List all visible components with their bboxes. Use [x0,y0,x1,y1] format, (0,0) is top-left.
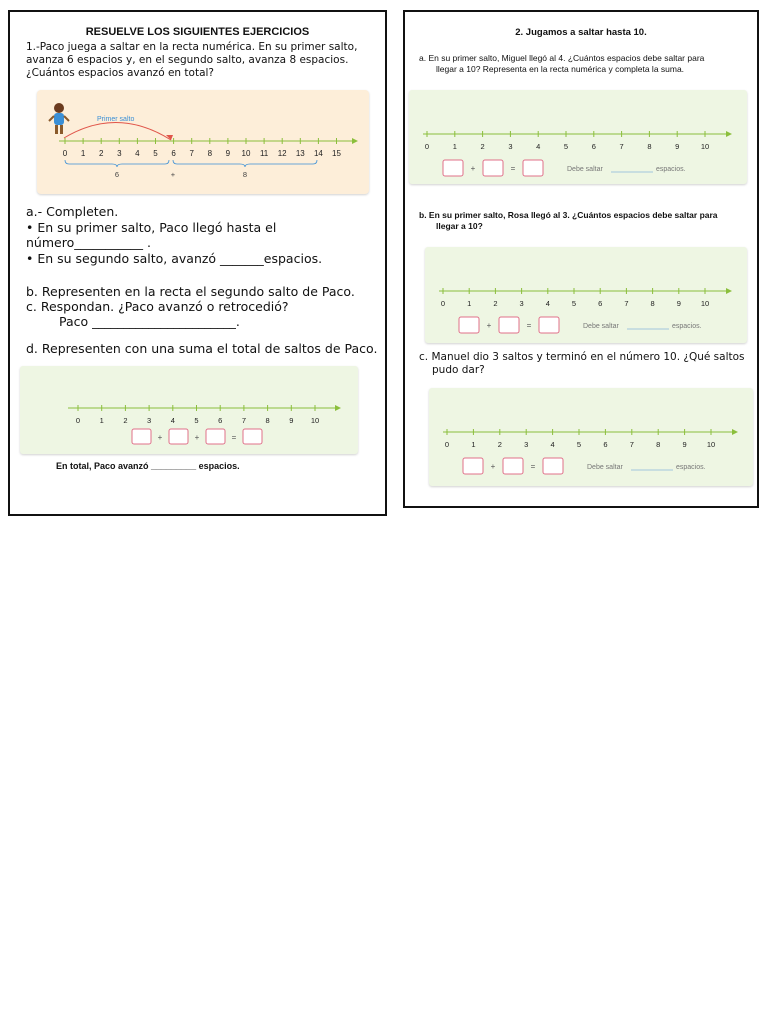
tick-label: 1 [467,299,472,308]
question-a-title: a.- Completen. [26,204,119,219]
tick-label: 2 [493,299,498,308]
tick-label: 0 [444,440,450,449]
answer-box[interactable] [459,317,479,333]
tick-label: 1 [452,142,457,151]
tick-label: 7 [189,149,194,158]
question-2b-number-line [425,247,747,343]
answer-box[interactable] [483,160,503,176]
brace-label: 6 [114,170,120,179]
first-jump-brace [65,160,169,167]
tick-label: 3 [508,142,513,151]
tick-label: 9 [676,299,681,308]
axis-arrow [726,288,732,294]
answer-box[interactable] [463,458,483,474]
tick-label: 2 [480,142,485,151]
tick-label: 10 [706,440,716,449]
tick-label: 10 [241,149,251,158]
jump-label: Primer salto [97,116,135,123]
answer-box[interactable] [243,429,262,444]
plus-sign: + [157,433,163,442]
jump-arc [64,122,171,140]
question-2a-number-line [409,90,747,184]
question-a-line: • En su segundo salto, avanzó _______espacios. [26,250,323,266]
answer-box[interactable] [539,317,559,333]
question-d-number-line [20,366,358,454]
tick-label: 0 [62,149,68,158]
tick-label: 1 [99,416,104,425]
tick-label: 0 [75,416,81,425]
questions-b-c [26,284,355,329]
answer-box[interactable] [523,160,543,176]
tick-label: 12 [277,149,287,158]
tick-label: 4 [545,299,550,308]
plus-sign: + [486,321,492,330]
section-title: 2. Jugamos a saltar hasta 10. [515,27,647,38]
must-jump-label: Debe saltar [587,464,623,471]
tick-label: 7 [624,299,629,308]
problem-statement [26,41,357,80]
answer-box[interactable] [543,458,563,474]
equals-sign: = [231,433,237,442]
tick-label: 1 [80,149,86,158]
paco-number-line [37,90,369,194]
plus-sign: + [194,433,200,442]
spaces-label: espacios. [676,464,706,471]
question-c-answer: Paco _______________________. [59,314,240,329]
problem-line: avanza 6 espacios y, en el segundo salto, avanza 8 espacios. [26,54,349,66]
question-d-number-line-box [20,366,358,454]
tick-label: 6 [171,149,176,158]
equals-sign: = [526,321,532,330]
tick-label: 10 [700,299,710,308]
question-2b [419,210,718,232]
question-c: c. Respondan. ¿Paco avanzó o retrocedió? [26,299,289,314]
tick-label: 9 [675,142,680,151]
tick-label: 10 [310,416,320,425]
tick-label: 11 [259,149,269,158]
total-statement: En total, Paco avanzó _________ espacios. [56,461,240,471]
tick-label: 5 [153,149,158,158]
question-2c [419,351,745,377]
question-2b-box [425,247,747,343]
question-2a-box [409,90,747,184]
answer-box[interactable] [169,429,188,444]
plus-sign: + [490,462,496,471]
tick-label: 3 [147,416,152,425]
question-2a [419,53,704,75]
tick-label: 9 [225,149,231,158]
tick-label: 7 [619,142,624,151]
tick-label: 6 [591,142,596,151]
problem-line: 1.-Paco juega a saltar en la recta numérica. En su primer salto, [26,41,358,53]
equals-sign: = [530,462,536,471]
question-2c-box [429,388,753,486]
tick-label: 8 [650,299,655,308]
brace-label: 8 [242,170,248,179]
tick-label: 4 [536,142,541,151]
paco-figure [37,90,369,194]
tick-label: 9 [682,440,687,449]
tick-label: 8 [207,149,213,158]
question-a [26,204,322,266]
tick-label: 3 [519,299,524,308]
problem-line: ¿Cuántos espacios avanzó en total? [26,67,214,79]
tick-label: 8 [647,142,652,151]
tick-label: 1 [471,440,476,449]
plus-sign: + [470,164,476,173]
tick-label: 0 [440,299,446,308]
question-line: pudo dar? [432,364,485,376]
question-b: b. Representen en la recta el segundo salto de Paco. [26,284,355,299]
tick-label: 8 [265,416,270,425]
equals-sign: = [510,164,516,173]
axis-arrow [732,429,738,435]
spaces-label: espacios. [656,166,686,173]
tick-label: 9 [289,416,294,425]
tick-label: 2 [497,440,502,449]
tick-label: 15 [332,149,341,158]
question-d: d. Representen con una suma el total de saltos de Paco. [26,341,378,356]
question-line: c. Manuel dio 3 saltos y terminó en el número 10. ¿Qué saltos [419,351,745,363]
tick-label: 8 [656,440,661,449]
tick-label: 4 [135,149,140,158]
tick-label: 6 [218,416,223,425]
must-jump-label: Debe saltar [567,166,603,173]
worksheet-right [403,10,759,508]
answer-box[interactable] [443,160,463,176]
tick-label: 4 [170,416,175,425]
tick-label: 4 [550,440,555,449]
question-a-line: • En su primer salto, Paco llegó hasta el [26,219,277,235]
question-a-line: número___________ . [26,235,151,250]
tick-label: 7 [241,416,246,425]
tick-label: 5 [576,440,582,449]
answer-box[interactable] [206,429,225,444]
tick-label: 13 [295,149,305,158]
tick-label: 0 [424,142,430,151]
worksheet-left [8,10,387,516]
worksheet-title: RESUELVE LOS SIGUIENTES EJERCICIOS [85,26,310,38]
tick-label: 3 [117,149,122,158]
question-2c-number-line [429,388,753,486]
answer-box[interactable] [132,429,151,444]
child-illustration [49,103,69,134]
tick-label: 2 [123,416,128,425]
tick-label: 5 [563,142,569,151]
answer-box[interactable] [503,458,523,474]
spaces-label: espacios. [672,323,702,330]
tick-label: 6 [603,440,608,449]
axis-arrow [726,131,732,137]
tick-label: 5 [571,299,577,308]
tick-label: 14 [313,149,323,158]
tick-label: 5 [194,416,199,425]
answer-box[interactable] [499,317,519,333]
question-line: llegar a 10? Representa en la recta numérica y completa la suma. [436,64,685,74]
question-line: llegar a 10? [436,221,483,231]
tick-label: 2 [98,149,104,158]
tick-label: 3 [524,440,529,449]
must-jump-label: Debe saltar [583,323,619,330]
question-line: a. En su primer salto, Miguel llegó al 4. ¿Cuántos espacios debe saltar para [419,53,705,63]
plus-sign: + [170,170,176,179]
tick-label: 6 [598,299,603,308]
tick-label: 10 [700,142,710,151]
second-jump-brace [173,160,317,167]
tick-label: 7 [629,440,634,449]
question-line: b. En su primer salto, Rosa llegó al 3. ¿Cuántos espacios debe saltar para [419,210,718,220]
